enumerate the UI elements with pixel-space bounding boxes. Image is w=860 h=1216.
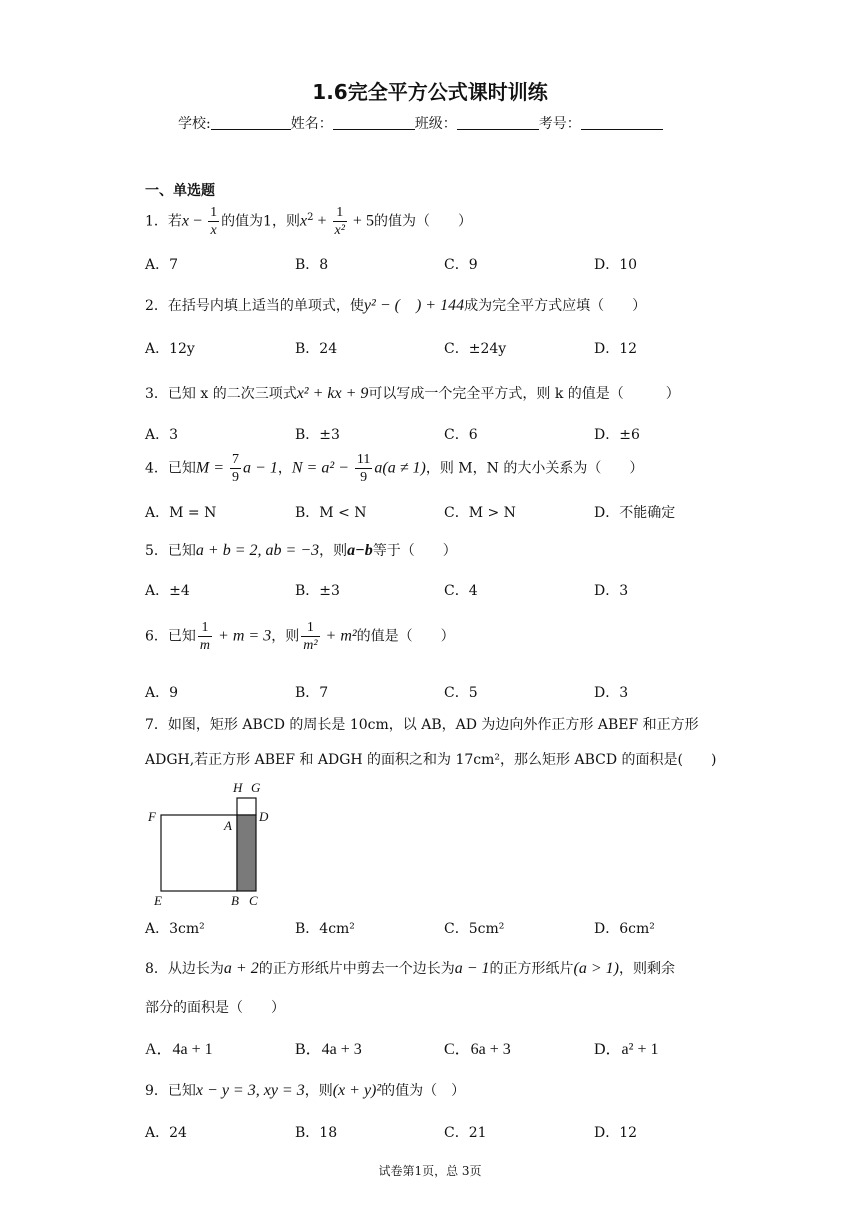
label-f: F <box>148 809 156 824</box>
q4-m2: a − 1 <box>243 459 278 477</box>
q2-option-b[interactable]: B．24 <box>295 341 338 357</box>
q1-fraction-2 <box>333 204 347 239</box>
label-e: E <box>154 893 162 908</box>
q4-f2-den: 9 <box>360 470 368 485</box>
q1-option-d[interactable]: D．10 <box>594 257 638 273</box>
q6-mid: ，则 <box>271 628 300 645</box>
q4-option-c[interactable]: C．M > N <box>444 505 516 521</box>
q7-option-a[interactable]: A．3cm² <box>145 921 205 937</box>
q6-option-c[interactable]: C．5 <box>444 685 478 701</box>
q6-fraction-2 <box>301 619 319 654</box>
q7-option-c[interactable]: C．5cm² <box>444 921 505 937</box>
q4-n: N = a² − <box>291 459 353 477</box>
question-7-line-2: ADGH,若正方形 ABEF 和 ADGH 的面积之和为 17cm²，那么矩形 ABCD 的面积是( ) <box>145 752 717 768</box>
q9-expr2: (x + y)² <box>332 1082 382 1099</box>
q6-f1-num: 1 <box>198 619 212 637</box>
section-heading: 一、单选题 <box>145 183 215 199</box>
question-3 <box>145 383 680 403</box>
q1-option-a[interactable]: A．7 <box>145 257 179 273</box>
q4-fraction-2 <box>355 451 372 486</box>
rectangle-abcd <box>237 815 256 891</box>
label-b: B <box>231 893 239 908</box>
q1-f2-num: 1 <box>333 204 347 222</box>
q5-mid: ，则 <box>319 543 348 559</box>
q3-pre: 3．已知 x 的二次三项式 <box>145 386 297 402</box>
student-info-line <box>178 113 663 133</box>
q2-option-c[interactable]: C．±24y <box>444 341 507 357</box>
q8-option-c[interactable]: C．6a + 3 <box>444 1041 511 1058</box>
q1-plus: + <box>313 212 331 230</box>
label-c: C <box>249 893 258 908</box>
label-g: G <box>251 780 261 795</box>
q1-fraction-1 <box>208 204 219 239</box>
q3-option-d[interactable]: D．±6 <box>594 427 640 443</box>
question-5 <box>145 540 457 560</box>
q6-e1: + m = 3 <box>214 627 272 645</box>
q8-e2: a − 1 <box>454 960 490 977</box>
q7-option-d[interactable]: D．6cm² <box>594 921 655 937</box>
q8-option-b[interactable]: B．4a + 3 <box>295 1041 362 1058</box>
q4-f1-den: 9 <box>232 470 240 485</box>
exam-no-blank[interactable] <box>581 115 663 130</box>
q4-option-d[interactable]: D．不能确定 <box>594 505 676 521</box>
q3-post: 可以写成一个完全平方式，则 k 的值是（ ） <box>368 386 680 402</box>
exam-no-label: 考号： <box>538 116 581 132</box>
q1-mid: 的值为1，则 <box>221 213 300 230</box>
q8-mid: 的正方形纸片中剪去一个边长为 <box>258 961 455 977</box>
page-footer: 试卷第1页，总 3页 <box>378 1164 482 1178</box>
q3-option-a[interactable]: A．3 <box>145 427 179 443</box>
school-label: 学校: <box>178 116 211 132</box>
q5-expr2: a−b <box>347 542 373 559</box>
question-8-line-2: 部分的面积是（ ） <box>145 1000 285 1016</box>
q2-post: 成为完全平方式应填（ ） <box>464 298 647 314</box>
q9-option-a[interactable]: A．24 <box>145 1125 187 1141</box>
q1-var: x <box>181 212 190 230</box>
q6-fraction-1 <box>198 619 212 654</box>
q9-option-c[interactable]: C．21 <box>444 1125 487 1141</box>
class-blank[interactable] <box>457 115 539 130</box>
question-4 <box>145 451 643 486</box>
q4-sep: ， <box>277 460 292 477</box>
q8-option-a[interactable]: A．4a + 1 <box>145 1041 213 1058</box>
page-title: 1.6完全平方公式课时训练 <box>312 80 548 104</box>
q2-option-d[interactable]: D．12 <box>594 341 638 357</box>
q1-var-b: x <box>299 212 308 230</box>
q4-option-a[interactable]: A．M = N <box>145 505 217 521</box>
q8-mid2: 的正方形纸片 <box>489 961 574 977</box>
q4-f1-num: 7 <box>232 452 240 467</box>
q1-option-b[interactable]: B．8 <box>295 257 329 273</box>
q4-n2: a(a ≠ 1) <box>374 459 426 477</box>
q3-expr: x² + kx + 9 <box>296 385 369 402</box>
q9-option-d[interactable]: D．12 <box>594 1125 638 1141</box>
q5-option-a[interactable]: A．±4 <box>145 583 190 599</box>
q4-fraction-1 <box>230 451 241 486</box>
q6-option-d[interactable]: D．3 <box>594 685 629 701</box>
q6-e2: + m² <box>321 627 357 645</box>
q6-post: 的值是（ ） <box>356 628 455 645</box>
question-9 <box>145 1080 465 1100</box>
q3-option-b[interactable]: B．±3 <box>295 427 340 443</box>
square-adgh <box>237 798 256 815</box>
q4-post: ，则 M，N 的大小关系为（ ） <box>425 460 644 477</box>
q1-prefix: 1．若 <box>145 213 182 230</box>
q1-f1-den: x <box>210 223 217 238</box>
q9-post: 的值为（ ） <box>381 1083 466 1099</box>
rectangle-figure <box>145 778 285 910</box>
q8-pre: 8．从边长为 <box>145 961 224 977</box>
q6-f2-den: m² <box>303 638 318 653</box>
question-7-line-1: 7．如图，矩形 ABCD 的周长是 10cm，以 AB，AD 为边向外作正方形 ABEF 和正方形 <box>145 717 699 733</box>
q9-mid: ，则 <box>304 1083 333 1099</box>
question-6 <box>145 619 455 654</box>
q1-minus: − <box>189 212 207 230</box>
q5-pre: 5．已知 <box>145 543 196 559</box>
q6-pre: 6．已知 <box>145 628 196 645</box>
q5-option-d[interactable]: D．3 <box>594 583 629 599</box>
q4-option-b[interactable]: B．M < N <box>295 505 367 521</box>
q4-pre: 4．已知 <box>145 460 196 477</box>
q9-option-b[interactable]: B．18 <box>295 1125 338 1141</box>
name-label: 姓名： <box>290 116 333 132</box>
q5-option-b[interactable]: B．±3 <box>295 583 340 599</box>
q7-option-b[interactable]: B．4cm² <box>295 921 355 937</box>
label-d: D <box>259 809 269 824</box>
class-label: 班级： <box>414 116 457 132</box>
q5-post: 等于（ ） <box>372 543 457 559</box>
question-8-line-1 <box>145 958 675 978</box>
q4-f2-num: 11 <box>356 452 371 467</box>
q9-pre: 9．已知 <box>145 1083 196 1099</box>
label-h: H <box>233 780 243 795</box>
name-blank[interactable] <box>333 115 415 130</box>
q6-f1-den: m <box>199 638 211 653</box>
question-1 <box>145 204 472 239</box>
q2-pre: 2．在括号内填上适当的单项式，使 <box>145 298 364 314</box>
q1-f1-num: 1 <box>210 205 218 220</box>
q2-option-a[interactable]: A．12y <box>145 341 195 357</box>
q6-option-b[interactable]: B．7 <box>295 685 329 701</box>
label-a: A <box>224 818 232 833</box>
q9-expr: x − y = 3, xy = 3 <box>195 1082 305 1099</box>
q8-e3: (a > 1) <box>573 960 619 977</box>
q1-end: 的值为（ ） <box>373 213 472 230</box>
q1-option-c[interactable]: C．9 <box>444 257 478 273</box>
q5-expr: a + b = 2, ab = −3 <box>195 542 320 559</box>
q8-post: ，则剩余 <box>618 961 675 977</box>
school-blank[interactable] <box>211 115 291 130</box>
q8-option-d[interactable]: D．a² + 1 <box>594 1041 659 1058</box>
q1-exp: 2 <box>307 211 314 223</box>
q4-m: M = <box>195 459 229 477</box>
q3-option-c[interactable]: C．6 <box>444 427 478 443</box>
q6-f2-num: 1 <box>301 619 319 637</box>
q2-expr: y² − ( ) + 144 <box>363 297 465 314</box>
q1-f2-den: x² <box>334 223 345 238</box>
q1-const: + 5 <box>348 212 374 230</box>
question-2 <box>145 292 646 315</box>
q6-option-a[interactable]: A．9 <box>145 685 179 701</box>
q8-e1: a + 2 <box>223 960 259 977</box>
q5-option-c[interactable]: C．4 <box>444 583 478 599</box>
